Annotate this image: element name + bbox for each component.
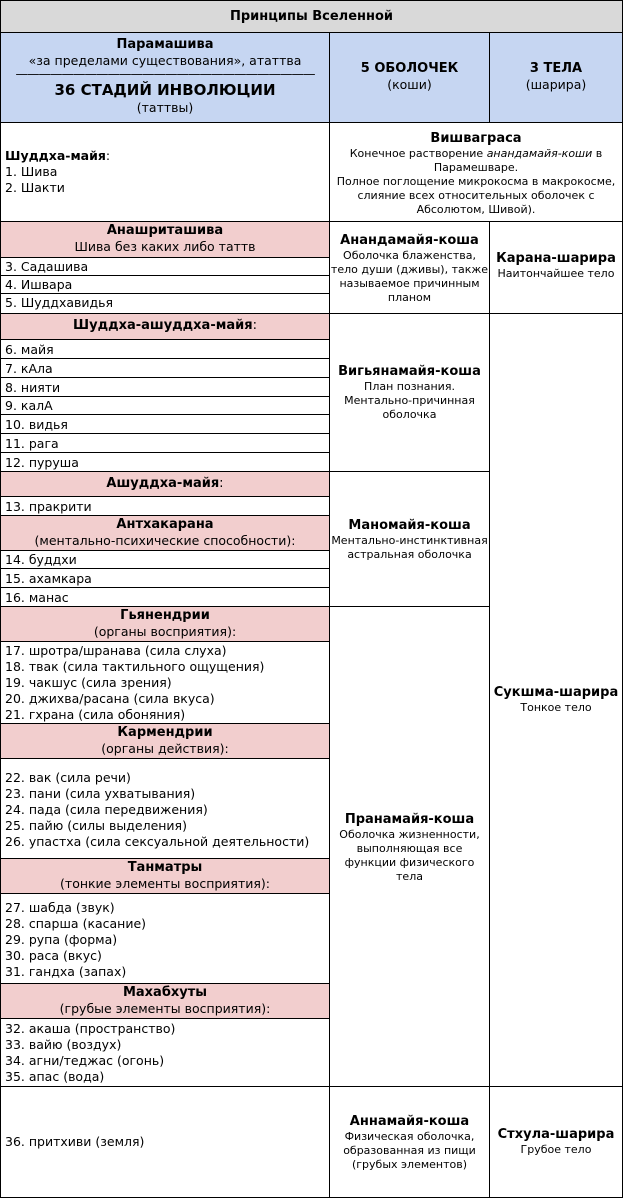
gyanendriya-subheading: (органы восприятия): bbox=[93, 624, 237, 639]
karana-title: Карана-шарира bbox=[496, 251, 616, 266]
ashuddha-colon: : bbox=[219, 476, 224, 491]
anandamaya-text: тело души (дживы), также bbox=[330, 263, 489, 276]
list-item: 21. гхрана (сила обоняния) bbox=[5, 707, 186, 722]
vigyanamaya-text: Ментально-причинная bbox=[344, 394, 475, 407]
ashuddha-heading: Ашуддха-майя bbox=[106, 476, 220, 491]
list-item: 24. пада (сила передвижения) bbox=[5, 802, 208, 817]
tattvas-label: (таттвы) bbox=[136, 100, 194, 115]
sthula-subtitle: Грубое тело bbox=[520, 1143, 592, 1156]
mahabhuta-heading: Махабхуты bbox=[122, 985, 208, 1000]
vishvagrasa-text: Абсолютом, Шивой). bbox=[416, 203, 536, 216]
annamaya-title: Аннамайя-коша bbox=[349, 1114, 470, 1129]
list-item: 1. Шива bbox=[5, 164, 58, 179]
list-item: 35. апас (вода) bbox=[5, 1069, 105, 1084]
list-item: 2. Шакти bbox=[5, 180, 65, 195]
paramashiva-title: Парамашива bbox=[116, 37, 214, 52]
vishvagrasa-text: слияние всех относительных оболочек с bbox=[357, 189, 595, 202]
mahabhuta-header bbox=[1, 985, 329, 1016]
vishvagrasa-title: Вишваграса bbox=[430, 131, 522, 146]
header-stages-cell bbox=[1, 37, 329, 115]
list-item: 15. ахамкара bbox=[5, 571, 92, 586]
pranamaya-text: Оболочка жизненности, bbox=[339, 828, 480, 841]
list-item: 8. нияти bbox=[5, 380, 61, 395]
tanmatra-header bbox=[1, 860, 329, 891]
list-item: 33. вайю (воздух) bbox=[5, 1037, 122, 1052]
list-item: 7. кАла bbox=[5, 361, 53, 376]
list-item: 32. акаша (пространство) bbox=[5, 1021, 176, 1036]
list-item: 13. пракрити bbox=[5, 499, 92, 514]
manomaya-title: Маномайя-коша bbox=[348, 518, 471, 533]
list-item: 36. притхиви (земля) bbox=[5, 1134, 145, 1149]
karmendriya-heading: Кармендрии bbox=[117, 725, 213, 740]
list-item: 3. Садашива bbox=[5, 259, 89, 274]
list-item: 26. упастха (сила сексуальной деятельности) bbox=[5, 834, 310, 849]
list-item: 10. видья bbox=[5, 417, 68, 432]
bodies-title: 3 ТЕЛА bbox=[529, 61, 583, 76]
anandamaya-text: называемое причинным bbox=[339, 277, 480, 290]
tanmatra-subheading: (тонкие элементы восприятия): bbox=[60, 876, 270, 891]
gyanendriya-header bbox=[1, 608, 329, 639]
table-title: Принципы Вселенной bbox=[229, 9, 394, 24]
pranamaya-text: функции физического bbox=[344, 856, 475, 869]
shuddha-ashuddha-heading: Шуддха-ашуддха-майя bbox=[73, 318, 253, 333]
gyanendriya-heading: Гьянендрии bbox=[120, 608, 210, 623]
shuddha-maya-colon: : bbox=[105, 148, 111, 163]
shuddha-ashuddha-colon: : bbox=[252, 318, 257, 333]
anandamaya-text: планом bbox=[387, 291, 432, 304]
annamaya-text: (грубых элементов) bbox=[351, 1158, 468, 1171]
sthula-cell bbox=[490, 1127, 622, 1157]
paramashiva-subtitle: «за пределами существования», ататтва bbox=[28, 53, 302, 68]
header-separator: —————————————————————————— bbox=[15, 68, 315, 80]
list-item: 4. Ишвара bbox=[5, 277, 73, 292]
annamaya-text: Физическая оболочка, bbox=[344, 1130, 475, 1143]
vishvagrasa-italic: анандамайя-коши bbox=[486, 147, 593, 160]
shuddha-maya-heading: Шуддха-майя bbox=[5, 148, 106, 163]
anashritashiva-heading: Анашриташива bbox=[106, 223, 224, 238]
pranamaya-title: Пранамайя-коша bbox=[344, 812, 475, 827]
sthula-title: Стхула-шарира bbox=[497, 1127, 615, 1142]
manomaya-text: Ментально-инстинктивная bbox=[331, 534, 488, 547]
karmendriya-header bbox=[1, 725, 329, 756]
list-item: 30. раса (вкус) bbox=[5, 948, 102, 963]
list-item: 34. агни/теджас (огонь) bbox=[5, 1053, 165, 1068]
shuddha-ashuddha-header bbox=[1, 318, 329, 334]
vishvagrasa-cell bbox=[330, 131, 622, 217]
vigyanamaya-text: оболочка bbox=[382, 408, 437, 421]
list-item: 14. буддхи bbox=[5, 552, 77, 567]
list-item: 12. пуруша bbox=[5, 455, 79, 470]
anandamaya-title: Анандамайя-коша bbox=[340, 233, 479, 248]
shuddha-maya-cell bbox=[5, 148, 325, 196]
sukshma-title: Сукшма-шарира bbox=[493, 685, 619, 700]
header-koshas-cell bbox=[330, 61, 489, 92]
pranamaya-cell bbox=[330, 812, 489, 884]
annamaya-text: образованная из пищи bbox=[343, 1144, 476, 1157]
koshas-title: 5 ОБОЛОЧЕК bbox=[360, 61, 459, 76]
list-item: 11. рага bbox=[5, 436, 59, 451]
koshas-subtitle: (коши) bbox=[387, 77, 432, 92]
list-item: 19. чакшус (сила зрения) bbox=[5, 675, 172, 690]
karana-cell bbox=[490, 251, 622, 281]
list-item: 20. джихва/расана (сила вкуса) bbox=[5, 691, 215, 706]
karmendriya-subheading: (органы действия): bbox=[101, 741, 229, 756]
stages-title: 36 СТАДИЙ ИНВОЛЮЦИИ bbox=[54, 81, 276, 99]
sukshma-subtitle: Тонкое тело bbox=[520, 701, 592, 714]
bodies-subtitle: (шарира) bbox=[525, 77, 587, 92]
pranamaya-text: тела bbox=[396, 870, 423, 883]
vigyanamaya-title: Вигьянамайя-коша bbox=[338, 364, 481, 379]
vishvagrasa-text: в bbox=[592, 147, 603, 160]
karana-subtitle: Наитончайшее тело bbox=[497, 267, 615, 280]
list-item: 28. спарша (касание) bbox=[5, 916, 147, 931]
tanmatra-heading: Танматры bbox=[127, 860, 203, 875]
antahkarana-subheading: (ментально-психические способности): bbox=[34, 533, 296, 548]
list-item: 29. рупа (форма) bbox=[5, 932, 118, 947]
vigyanamaya-text: План познания. bbox=[364, 380, 455, 393]
manomaya-cell bbox=[330, 518, 489, 562]
antahkarana-header bbox=[1, 517, 329, 548]
sukshma-cell bbox=[490, 685, 622, 715]
list-item: 31. гандха (запах) bbox=[5, 964, 127, 979]
vishvagrasa-text: Полное поглощение микрокосма в макрокосме, bbox=[336, 175, 616, 188]
ashuddha-header bbox=[1, 476, 329, 492]
manomaya-text: астральная оболочка bbox=[347, 548, 472, 561]
vishvagrasa-text: Парамешваре. bbox=[433, 161, 519, 174]
vigyanamaya-cell bbox=[330, 364, 489, 422]
list-item: 25. пайю (силы выделения) bbox=[5, 818, 187, 833]
antahkarana-heading: Антхакарана bbox=[116, 517, 214, 532]
list-item: 22. вак (сила речи) bbox=[5, 770, 131, 785]
list-item: 17. шротра/шранава (сила слуха) bbox=[5, 643, 227, 658]
vishvagrasa-text: Конечное растворение bbox=[349, 147, 487, 160]
list-item: 18. твак (сила тактильного ощущения) bbox=[5, 659, 265, 674]
mahabhuta-subheading: (грубые элементы восприятия): bbox=[59, 1001, 271, 1016]
header-bodies-cell bbox=[490, 61, 622, 92]
list-item: 6. майя bbox=[5, 342, 54, 357]
pranamaya-text: выполняющая все bbox=[356, 842, 463, 855]
list-item: 5. Шуддхавидья bbox=[5, 295, 114, 310]
annamaya-cell bbox=[330, 1114, 489, 1172]
anashritashiva-header bbox=[1, 223, 329, 254]
list-item: 23. пани (сила ухватывания) bbox=[5, 786, 196, 801]
list-item: 27. шабда (звук) bbox=[5, 900, 115, 915]
list-item: 16. манас bbox=[5, 590, 69, 605]
anandamaya-cell bbox=[330, 233, 489, 305]
list-item: 9. калА bbox=[5, 398, 53, 413]
anashritashiva-subheading: Шива без каких либо таттв bbox=[74, 239, 256, 254]
anandamaya-text: Оболочка блаженства, bbox=[343, 249, 476, 262]
